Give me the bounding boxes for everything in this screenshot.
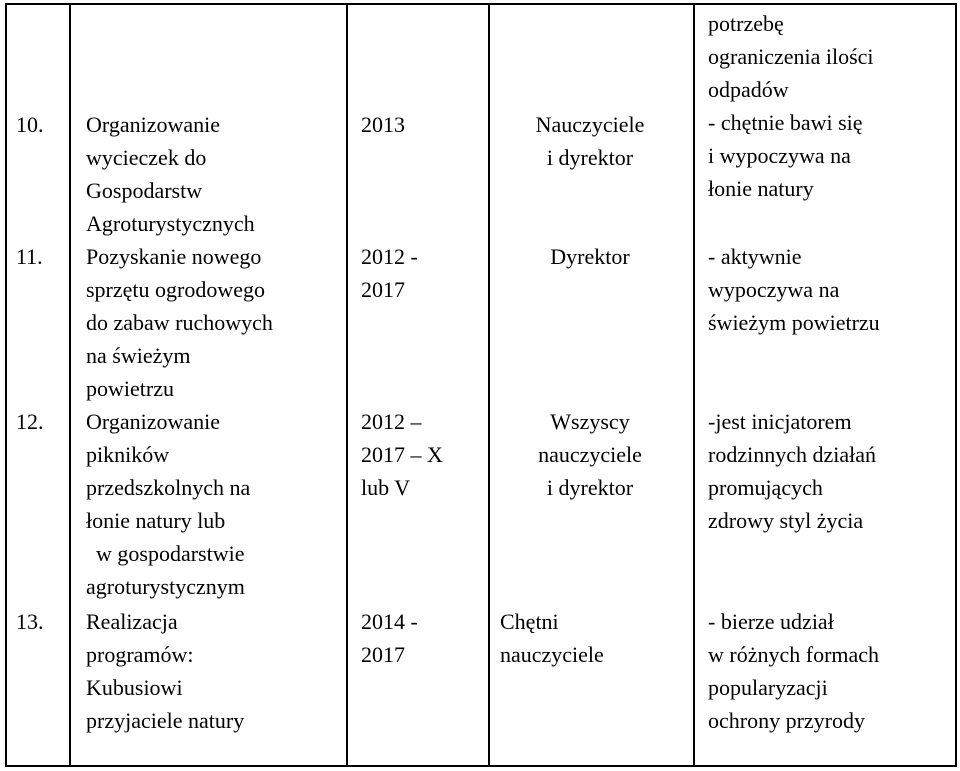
table-border-left (5, 3, 7, 767)
task-cell: Organizowanie wycieczek do Gospodarstw Agroturystycznych (86, 112, 255, 236)
row-number: 11. (16, 244, 43, 269)
task-cell: Organizowanie pikników przedszkolnych na łonie natury lub w gospodarstwie agroturystycznym (86, 409, 251, 599)
effect-cell: - aktywnie wypoczywa na świeżym powietrzu (708, 244, 880, 335)
effect-cell: -jest inicjatorem rodzinnych działań promujących zdrowy styl życia (708, 409, 876, 533)
term-cell: 2012 - 2017 (361, 244, 418, 302)
responsible-cell: Chętni nauczyciele (500, 609, 604, 667)
term-cell: 2014 - 2017 (361, 609, 418, 667)
effect-cell: potrzebę ograniczenia ilości odpadów - chętnie bawi się i wypoczywa na łonie natury (708, 11, 874, 201)
responsible-cell: Nauczyciele i dyrektor (535, 112, 645, 170)
row-number: 13. (16, 609, 44, 634)
table-border-top (5, 3, 957, 5)
row-number: 10. (16, 112, 44, 137)
column-divider (69, 3, 71, 767)
task-cell: Realizacja programów: Kubusiowi przyjaciele natury (86, 609, 245, 733)
responsible-cell: Wszyscy nauczyciele i dyrektor (538, 409, 642, 500)
column-divider (346, 3, 348, 767)
term-cell: 2013 (361, 112, 405, 137)
term-cell: 2012 – 2017 – X lub V (361, 409, 443, 500)
task-cell: Pozyskanie nowego sprzętu ogrodowego do zabaw ruchowych na świeżym powietrzu (86, 244, 273, 401)
effect-cell: - bierze udział w różnych formach popularyzacji ochrony przyrody (708, 609, 880, 733)
table-border-bottom (5, 765, 957, 767)
column-divider (693, 3, 695, 767)
responsible-cell: Dyrektor (550, 244, 630, 269)
column-divider (488, 3, 490, 767)
row-number: 12. (16, 409, 44, 434)
table-border-right (955, 3, 957, 767)
